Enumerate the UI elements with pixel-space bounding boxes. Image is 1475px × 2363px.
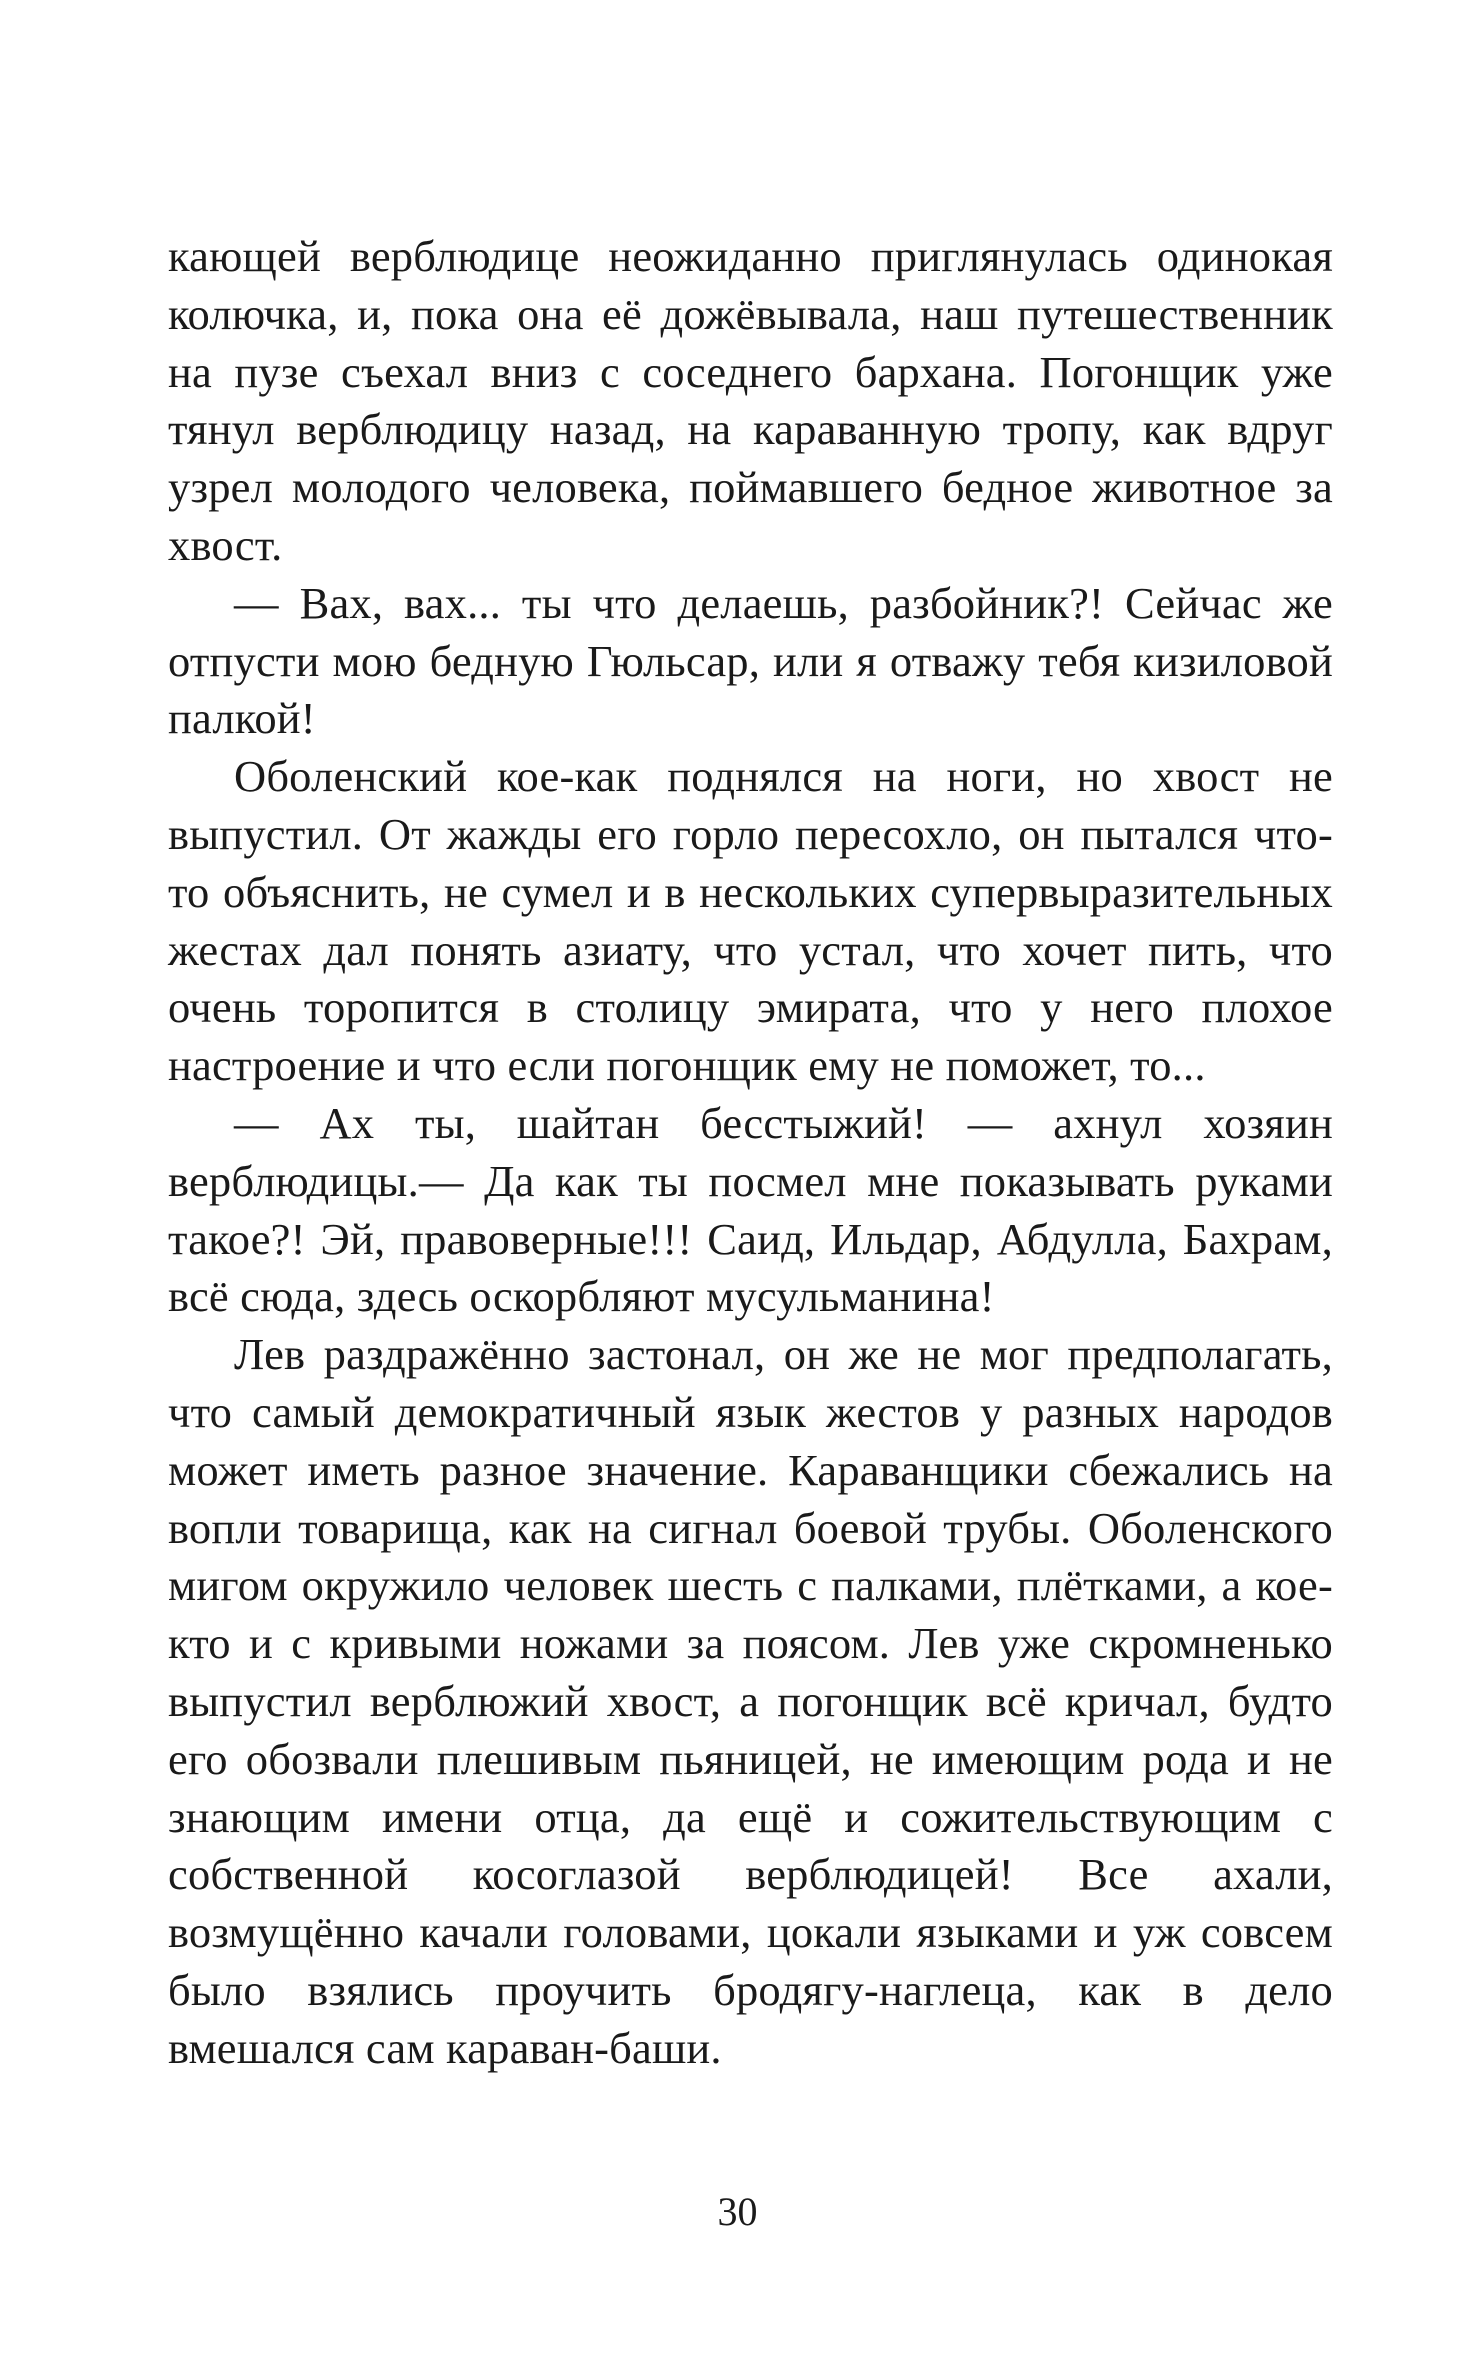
paragraph-dialogue-camel-driver: — Вах, вах... ты что делаешь, разбойник?! Сейчас же отпусти мою бедную Гюльсар, или я отважу тебя кизиловой палкой! xyxy=(168,577,1333,744)
paragraph-obolensky-gestures: Оболенский кое-как поднялся на ноги, но хвост не выпустил. От жажды его горло пересохло, он пытался что-то объяснить, не сумел и в нескольких супервыразительных жестах дал понять азиату, что устал, что хочет пить, что очень торопится в столицу эмирата, что у него плохое настроение и что если погонщик ему не поможет, то... xyxy=(168,751,1333,1091)
page-number: 30 xyxy=(717,2189,758,2234)
paragraph-dialogue-shaitan: — Ах ты, шайтан бесстыжий! — ахнул хозяин верблюдицы.— Да как ты посмел мне показывать руками такое?! Эй, правоверные!!! Саид, Ильдар, Абдулла, Бахрам, всё сюда, здесь оскорбляют мусульманина! xyxy=(168,1097,1333,1322)
paragraph-continuation: кающей верблюдице неожиданно приглянулась одинокая колючка, и, пока она её дожёвывала, наш путешественник на пузе съехал вниз с соседнего бархана. Погонщик уже тянул верблюдицу назад, на караванную тропу, как вдруг узрел молодого человека, поймавшего бедное животное за хвост. xyxy=(168,231,1333,570)
paragraph-caravan-gathering: Лев раздражённо застонал, он же не мог предполагать, что самый демократичный язык жестов у разных народов может иметь разное значение. Караванщики сбежались на вопли товарища, как на сигнал боевой трубы. Оболенского мигом окружило человек шесть с палками, плётками, а кое-кто и с кривыми ножами за поясом. Лев уже скромненько выпустил верблюжий хвост, а погонщик всё кричал, будто его обозвали плешивым пьяницей, не имеющим рода и не знающим имени отца, да ещё и сожительствующим с собственной косоглазой верблюдицей! Все ахали, возмущённо качали головами, цокали языками и уж совсем было взялись проучить бродягу-наглеца, как в дело вмешался сам караван-баши. xyxy=(168,1329,1333,2073)
body-text xyxy=(168,228,1333,2078)
